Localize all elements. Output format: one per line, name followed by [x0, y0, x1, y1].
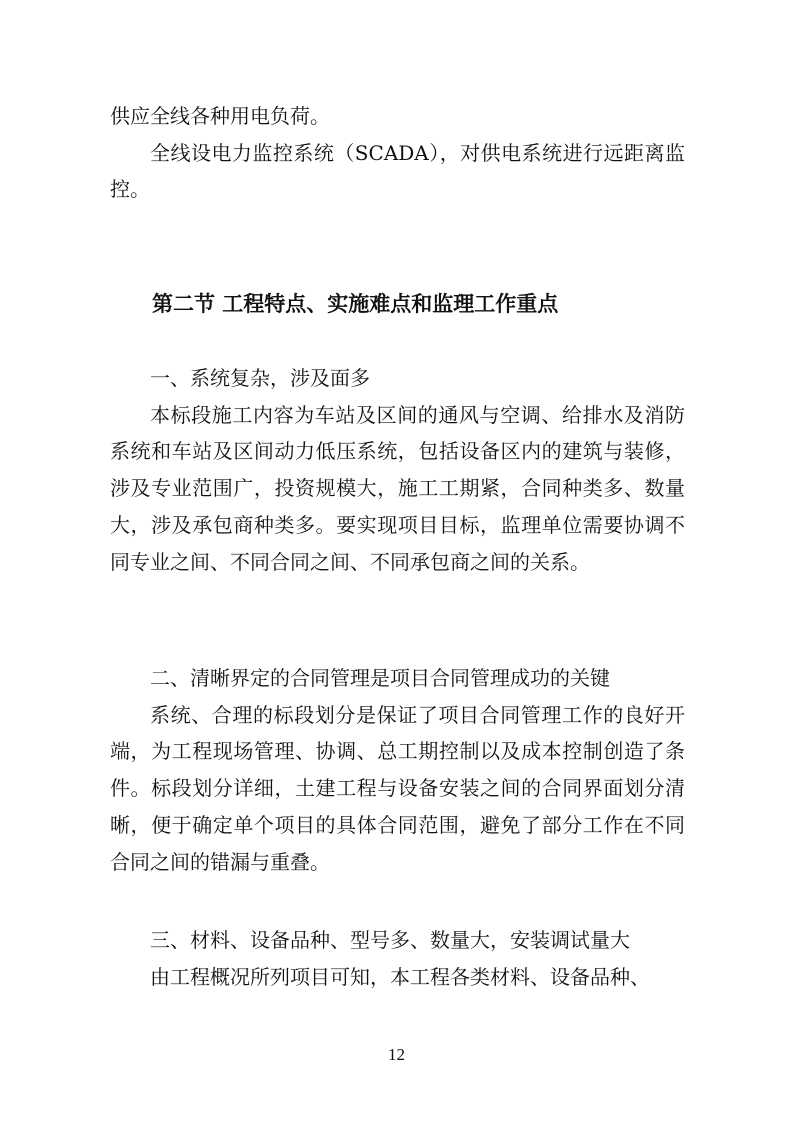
item-3-body: 由工程概况所列项目可知，本工程各类材料、设备品种、 — [150, 964, 650, 989]
item-3-title: 三、材料、设备品种、型号多、数量大，安装调试量大 — [150, 928, 630, 952]
page-number: 12 — [388, 1045, 405, 1064]
intro-continuation-paragraph: 供应全线各种用电负荷。 — [110, 104, 330, 128]
section-heading: 第二节 工程特点、实施难点和监理工作重点 — [152, 292, 559, 316]
item-2-body: 系统、合理的标段划分是保证了项目合同管理工作的良好开端，为工程现场管理、协调、总工期控制以及成本控制创造了条件。标段划分详细，土建工程与设备安装之间的合同界面划分清晰，便于确定单个项目的具体合同范围，避免了部分工作在不同合同之间的错漏与重叠。 — [110, 702, 685, 874]
intro-block — [110, 98, 685, 208]
item-2-title: 二、清晰界定的合同管理是项目合同管理成功的关键 — [150, 666, 610, 690]
scada-paragraph: 全线设电力监控系统（SCADA），对供电系统进行远距离监控。 — [110, 140, 685, 202]
item-3-block — [110, 922, 685, 995]
item-1-block — [110, 360, 685, 580]
item-1-body: 本标段施工内容为车站及区间的通风与空调、给排水及消防系统和车站及区间动力低压系统，包括设备区内的建筑与装修，涉及专业范围广，投资规模大，施工工期紧，合同种类多、数量大，涉及承包商种类多。要实现项目目标，监理单位需要协调不同专业之间、不同合同之间、不同承包商之间的关系。 — [110, 402, 685, 574]
item-1-title: 一、系统复杂，涉及面多 — [150, 366, 370, 390]
item-2-block — [110, 660, 685, 880]
